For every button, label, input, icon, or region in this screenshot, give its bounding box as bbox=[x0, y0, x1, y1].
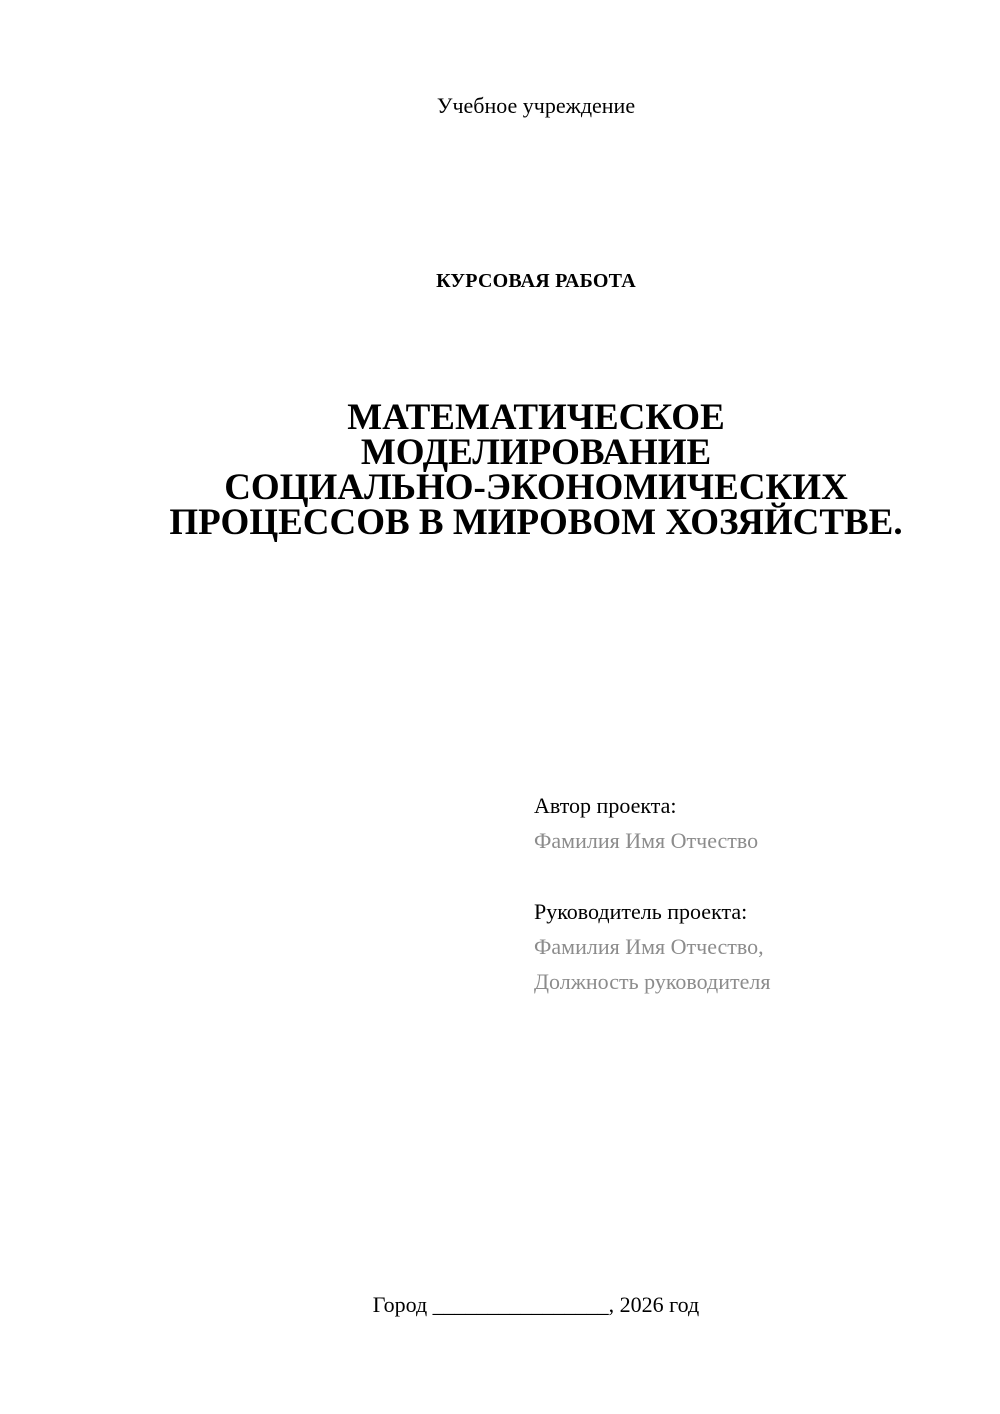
credits-block bbox=[534, 788, 974, 999]
institution-name: Учебное учреждение bbox=[436, 93, 636, 118]
author-label: Автор проекта: bbox=[534, 793, 677, 818]
author-name: Фамилия Имя Отчество bbox=[534, 828, 759, 853]
main-title-line: СОЦИАЛЬНО-ЭКОНОМИЧЕСКИХ bbox=[224, 467, 848, 508]
city-year-line: Город ________________, 2026 год bbox=[372, 1292, 700, 1317]
main-title bbox=[0, 397, 1000, 543]
document-type: КУРСОВАЯ РАБОТА bbox=[436, 270, 636, 292]
supervisor-position: Должность руководителя bbox=[534, 969, 771, 994]
credits-spacer bbox=[534, 858, 974, 894]
main-title-line: МОДЕЛИРОВАНИЕ bbox=[360, 432, 712, 473]
main-title-line: ПРОЦЕССОВ В МИРОВОМ ХОЗЯЙСТВЕ. bbox=[169, 502, 903, 543]
supervisor-name: Фамилия Имя Отчество, bbox=[534, 934, 764, 959]
main-title-line: МАТЕМАТИЧЕСКОЕ bbox=[347, 397, 725, 438]
supervisor-label: Руководитель проекта: bbox=[534, 899, 748, 924]
